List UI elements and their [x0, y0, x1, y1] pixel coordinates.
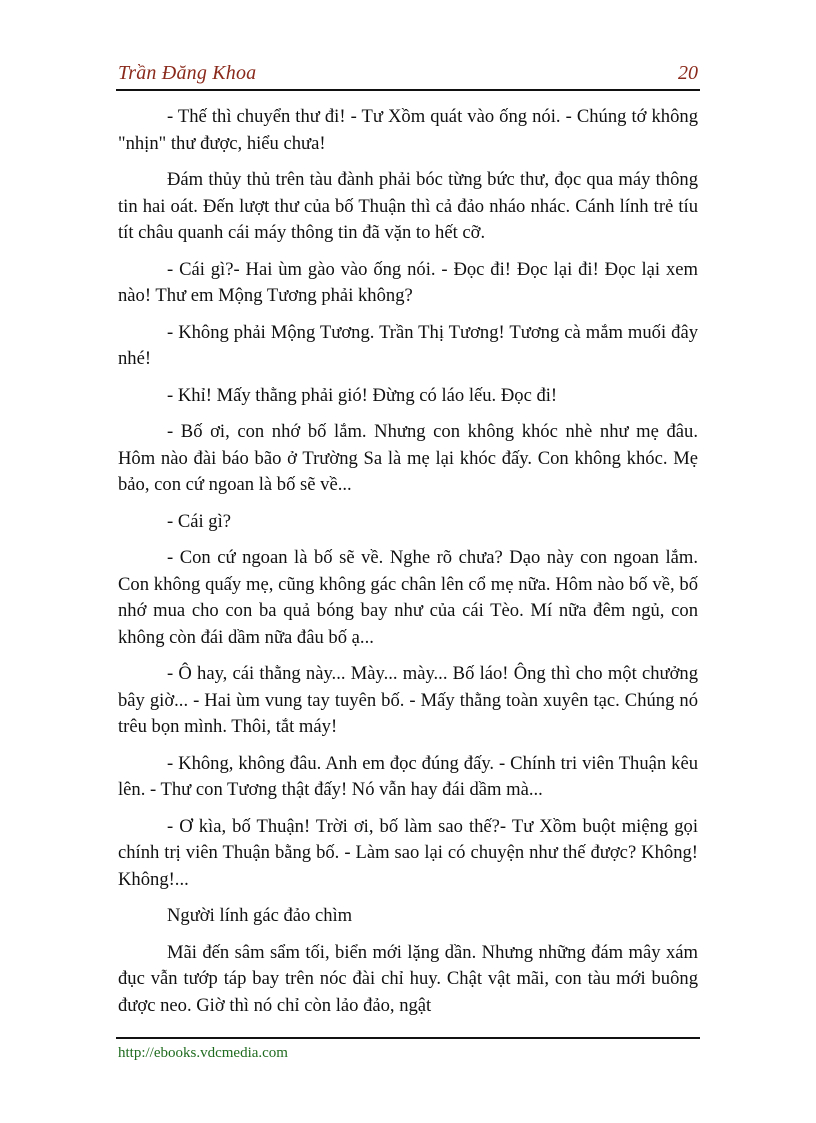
paragraph: - Khỉ! Mấy thằng phải gió! Đừng có láo lếu. Đọc đi!	[167, 384, 558, 406]
footer-link[interactable]: http://ebooks.vdcmedia.com	[118, 1045, 288, 1061]
paragraph: Đám thủy thủ trên tàu đành phải bóc từng bức thư, đọc qua máy thông tin hai oát. Đến lượt thư của bố Thuận thì cả đảo nháo nhác. Cánh lính trẻ tíu tít châu quanh cái máy thông tin đã vặn to hết cỡ.	[118, 169, 698, 243]
header-divider	[116, 89, 700, 91]
paragraph: - Bố ơi, con nhớ bố lắm. Nhưng con không khóc nhè như mẹ đâu. Hôm nào đài báo bão ở Trường Sa là mẹ lại khóc đấy. Con không khóc. Mẹ bảo, con cứ ngoan là bố sẽ về...	[118, 421, 698, 495]
paragraph: - Không, không đâu. Anh em đọc đúng đấy. - Chính tri viên Thuận kêu lên. - Thư con Tương thật đấy! Nó vẫn hay đái dầm mà...	[118, 752, 698, 800]
header-author: Trần Đăng Khoa	[118, 62, 257, 84]
footer-divider	[116, 1037, 700, 1039]
paragraph: - Không phải Mộng Tương. Trần Thị Tương! Tương cà mắm muối đây nhé!	[118, 321, 698, 369]
paragraph: - Con cứ ngoan là bố sẽ về. Nghe rõ chưa? Dạo này con ngoan lắm. Con không quấy mẹ, cũng không gác chân lên cổ mẹ nữa. Hôm nào bố về, bố nhớ mua cho con ba quả bóng bay như của cái Tèo. Mí nữa đêm ngủ, con không còn đái dầm nữa đâu bố ạ...	[118, 547, 698, 648]
body-text	[118, 104, 698, 1029]
page-number: 20	[678, 62, 698, 84]
section-heading: Người lính gác đảo chìm	[167, 905, 353, 926]
paragraph: - Thế thì chuyển thư đi! - Tư Xồm quát vào ống nói. - Chúng tớ không "nhịn" thư được, hiểu chưa!	[118, 106, 698, 154]
paragraph: - Cái gì?	[167, 510, 232, 532]
paragraph: - Ô hay, cái thằng này... Mày... mày... Bố láo! Ông thì cho một chưởng bây giờ... - Hai ùm vung tay tuyên bố. - Mấy thằng toàn xuyên tạc. Chúng nó trêu bọn mình. Thôi, tắt máy!	[118, 663, 698, 737]
paragraph: - Cái gì?- Hai ùm gào vào ống nói. - Đọc đi! Đọc lại đi! Đọc lại xem nào! Thư em Mộng Tương phải không?	[118, 258, 698, 306]
page-header	[118, 62, 698, 92]
paragraph: - Ơ kìa, bố Thuận! Trời ơi, bố làm sao thế?- Tư Xồm buột miệng gọi chính trị viên Thuận bằng bố. - Làm sao lại có chuyện như thế được? Không! Không!...	[118, 815, 698, 890]
paragraph: Mãi đến sâm sẩm tối, biển mới lặng dần. Nhưng những đám mây xám đục vẫn tướp táp bay trên nóc đài chỉ huy. Chật vật mãi, con tàu mới buông được neo. Giờ thì nó chỉ còn lảo đảo, ngật	[118, 941, 698, 1016]
